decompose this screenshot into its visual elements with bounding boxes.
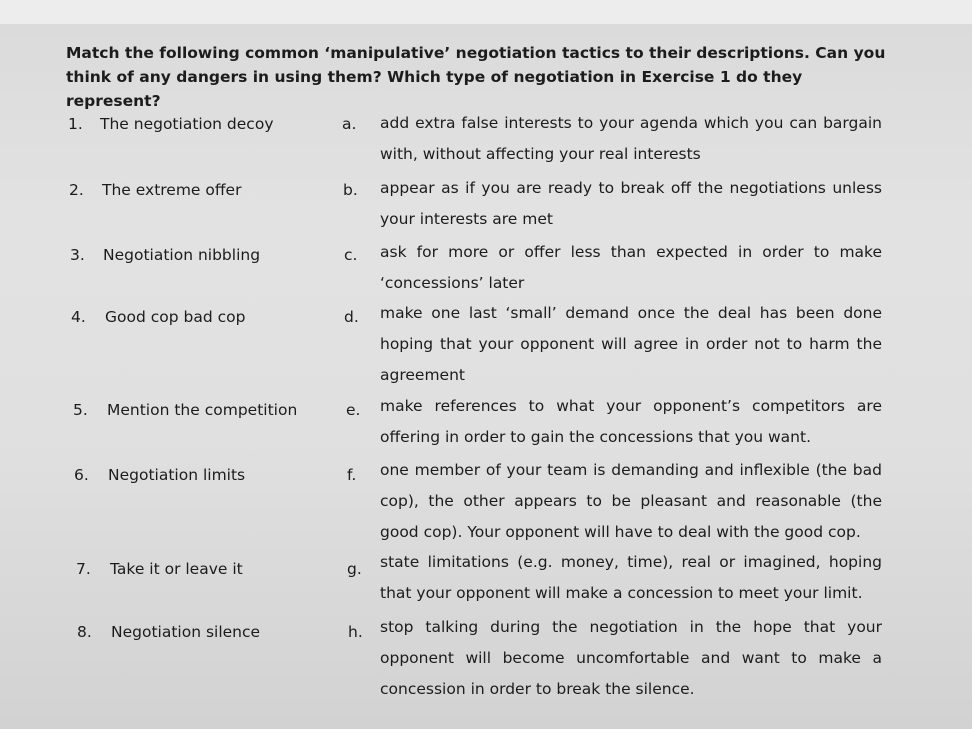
page-top-edge bbox=[0, 0, 972, 24]
tactic-number: 2. bbox=[69, 181, 84, 199]
tactic-name: Negotiation silence bbox=[111, 623, 261, 641]
description-letter: f. bbox=[347, 466, 357, 484]
description-letter: a. bbox=[342, 115, 357, 133]
tactic-number: 6. bbox=[74, 466, 89, 484]
tactic-number: 5. bbox=[73, 401, 88, 419]
tactic-name: Negotiation nibbling bbox=[103, 246, 261, 264]
tactic-name: Mention the competition bbox=[107, 401, 298, 419]
tactic-name: Negotiation limits bbox=[108, 466, 246, 484]
exercise-instructions: Match the following common ‘manipulative’ negotiation tactics to their descriptions. Can you think of any dangers in using them? Which type of negotiation in Exercise 1 do they represent? bbox=[66, 44, 886, 110]
tactic-number: 4. bbox=[71, 308, 86, 326]
description-letter: h. bbox=[348, 623, 363, 641]
description-text: stop talking during the negotiation in the hope that your opponent will become uncomfortable and want to make a concession in order to break the silence. bbox=[380, 618, 882, 698]
description-text: appear as if you are ready to break off the negotiations unless your interests are met bbox=[380, 179, 882, 228]
tactic-name: The negotiation decoy bbox=[100, 115, 274, 133]
description-text: state limitations (e.g. money, time), real or imagined, hoping that your opponent will make a concession to meet your limit. bbox=[380, 553, 882, 602]
tactic-number: 8. bbox=[77, 623, 92, 641]
description-letter: e. bbox=[346, 401, 361, 419]
description-letter: d. bbox=[344, 308, 359, 326]
description-text: add extra false interests to your agenda which you can bargain with, without affecting your real interests bbox=[380, 114, 882, 163]
description-letter: g. bbox=[347, 560, 362, 578]
description-letter: c. bbox=[344, 246, 358, 264]
tactic-name: Good cop bad cop bbox=[105, 308, 246, 326]
description-text: ask for more or offer less than expected in order to make ‘concessions’ later bbox=[380, 243, 882, 292]
tactic-name: Take it or leave it bbox=[110, 560, 243, 578]
description-letter: b. bbox=[343, 181, 358, 199]
description-text: make references to what your opponent’s competitors are offering in order to gain the concessions that you want. bbox=[380, 397, 882, 446]
tactic-number: 3. bbox=[70, 246, 85, 264]
tactic-name: The extreme offer bbox=[102, 181, 242, 199]
tactic-number: 7. bbox=[76, 560, 91, 578]
description-text: make one last ‘small’ demand once the deal has been done hoping that your opponent will agree in order not to harm the agreement bbox=[380, 304, 882, 384]
description-text: one member of your team is demanding and inflexible (the bad cop), the other appears to be pleasant and reasonable (the good cop). Your opponent will have to deal with the good cop. bbox=[380, 461, 882, 541]
tactic-number: 1. bbox=[68, 115, 83, 133]
